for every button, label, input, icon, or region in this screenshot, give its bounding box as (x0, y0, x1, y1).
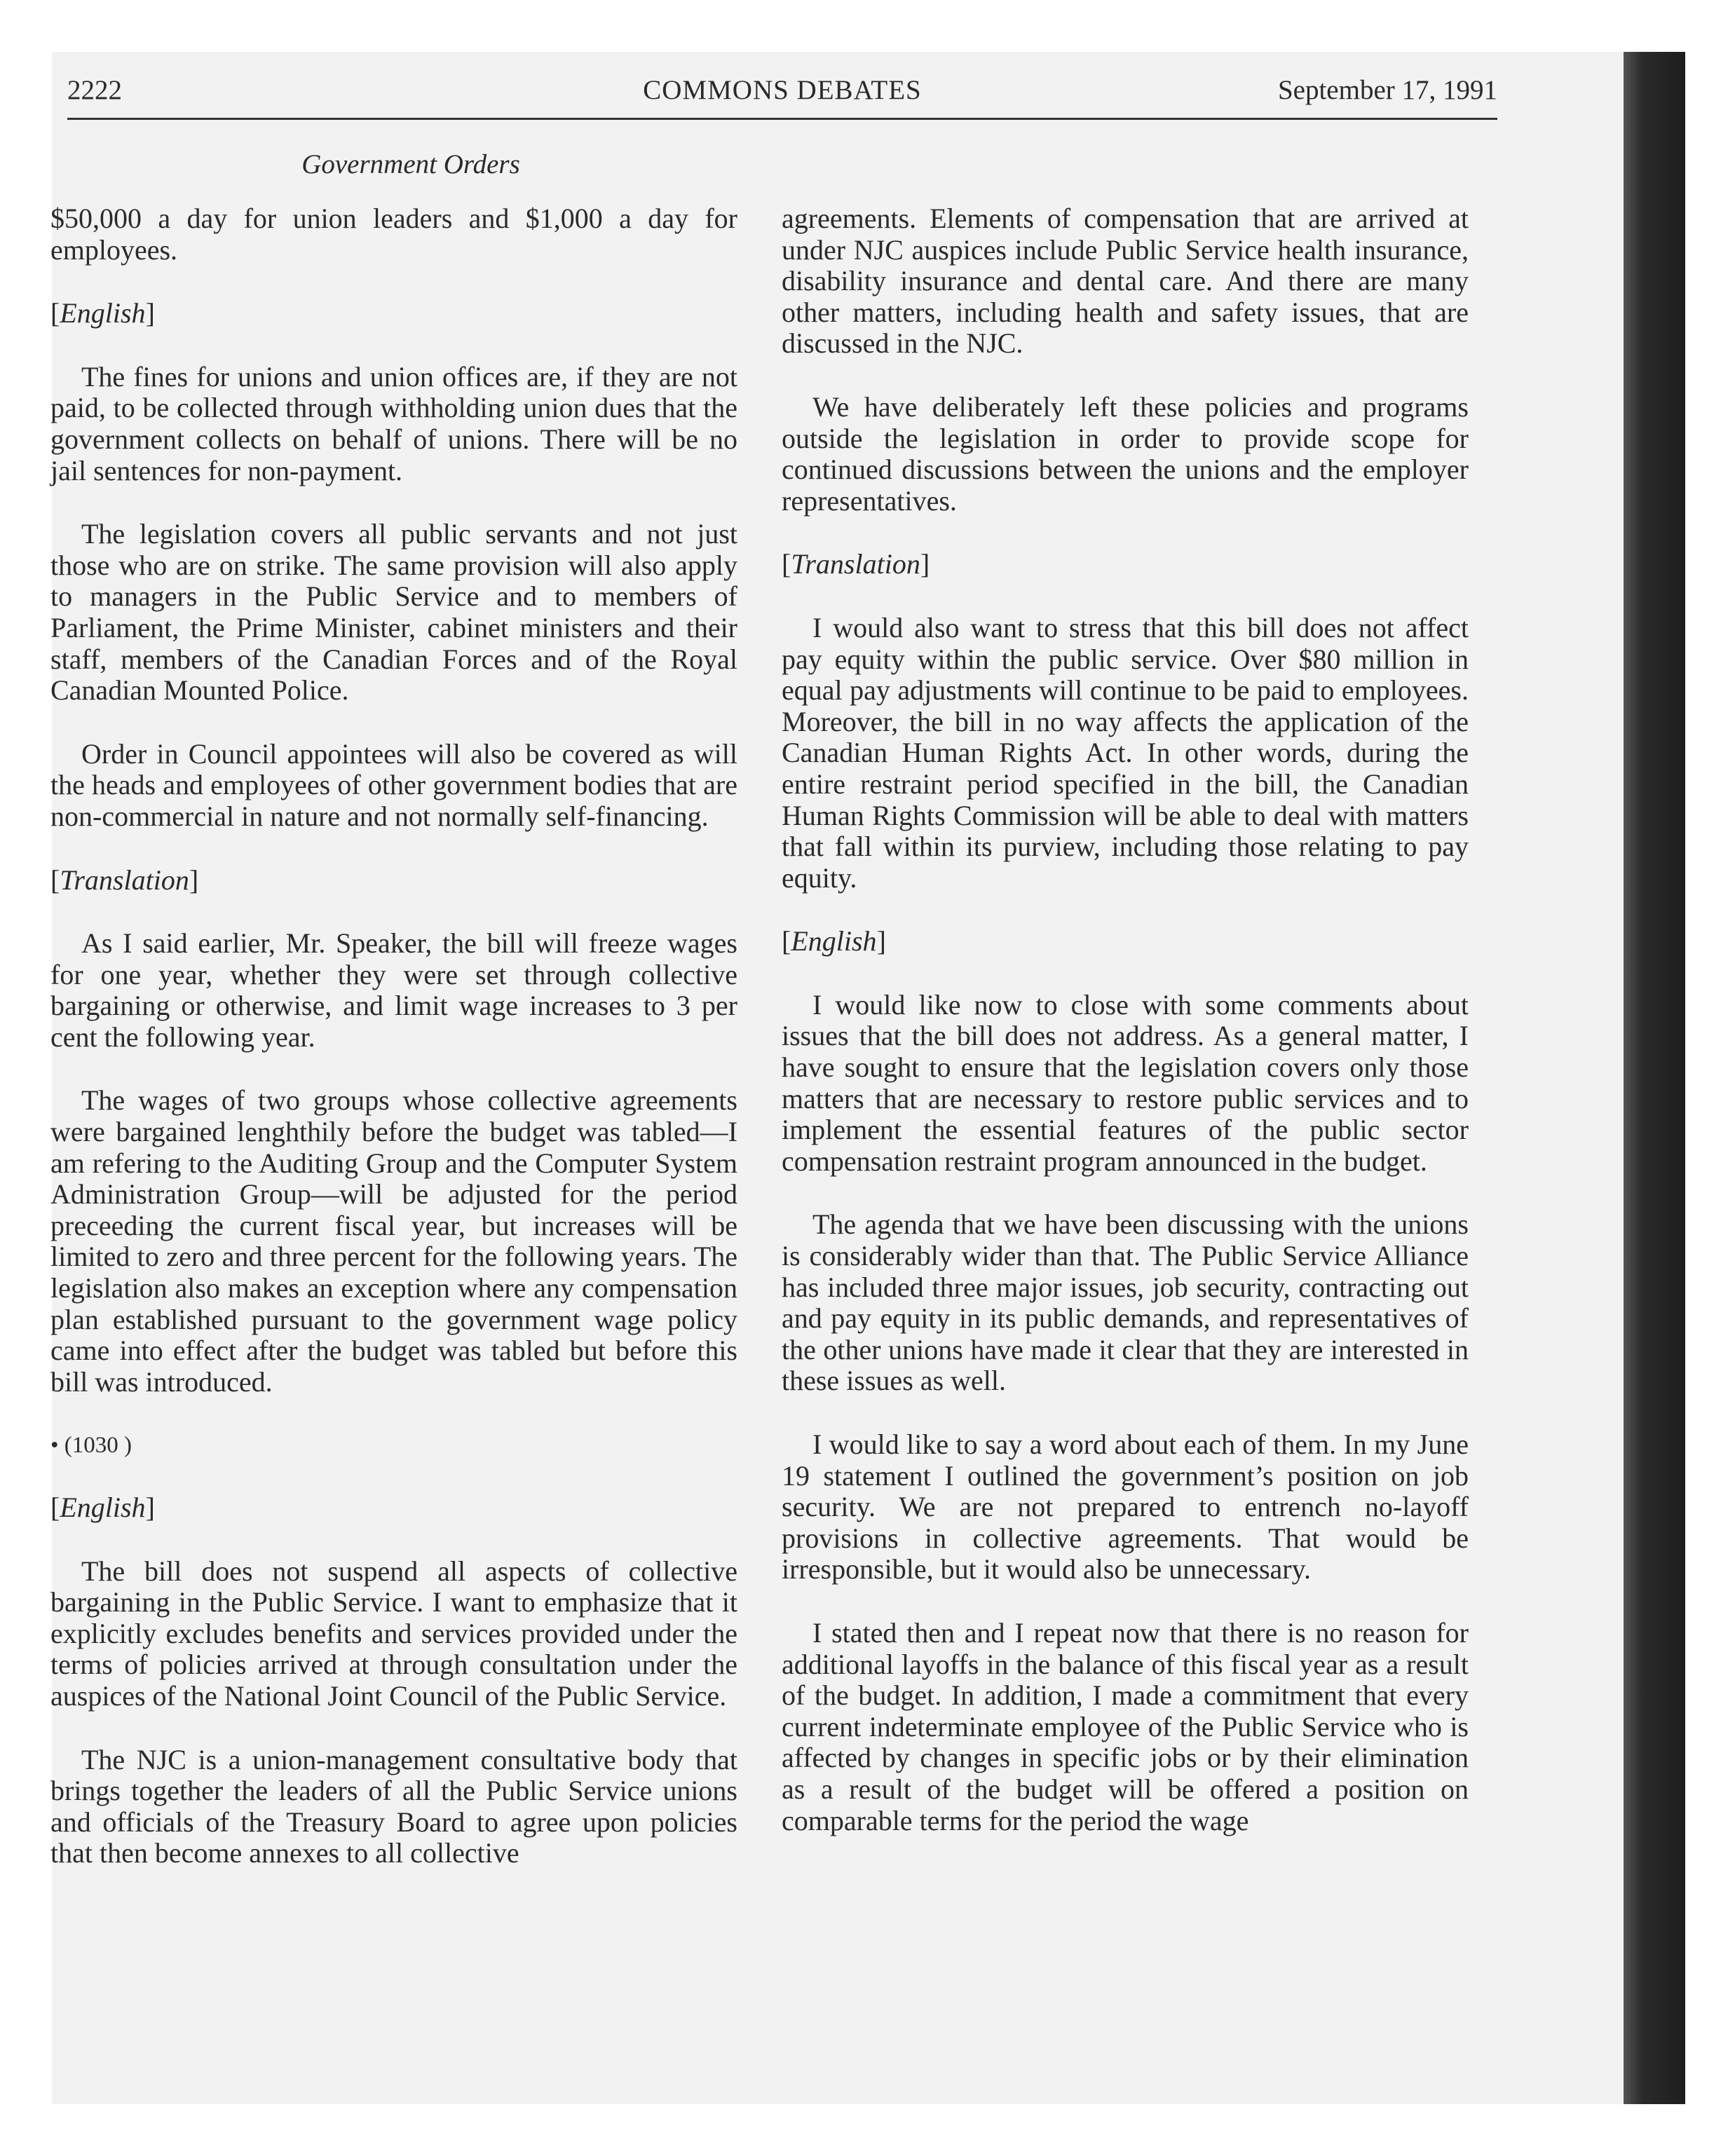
scan-edge-shadow (1624, 52, 1685, 2104)
language-marker: [English] (782, 925, 886, 957)
paragraph: agreements. Elements of compensation that are arrived at under NJC auspices include Public Service health insurance, disability insurance and dental care. And there are many other matters, including health and safety issues, that are discussed in the NJC. (782, 203, 1469, 360)
publication-title: COMMONS DEBATES (643, 75, 922, 105)
paragraph: As I said earlier, Mr. Speaker, the bill will freeze wages for one year, whether they were set through collective bargaining or otherwise, and limit wage increases to 3 per cent the following year. (50, 927, 737, 1053)
paragraph: We have deliberately left these policies and programs outside the legislation in order to provide scope for continued discussions between the unions and the employer representatives. (782, 390, 1469, 517)
language-marker: [English] (50, 297, 155, 329)
language-marker-text: English (60, 1492, 146, 1523)
language-marker: [English] (50, 1492, 155, 1523)
header-date: September 17, 1991 (1277, 75, 1497, 105)
paragraph: Order in Council appointees will also be covered as will the heads and employees of other government bodies that are non-commercial in nature and not normally self-financing. (50, 737, 737, 832)
paragraph: The legislation covers all public servants and not just those who are on strike. The same provision will also apply to managers in the Public Service and to members of Parliament, the Prime Minister, cabinet ministers and their staff, members of the Canadian Forces and of the Royal Canadian Mounted Police. (50, 518, 737, 707)
paragraph: The bill does not suspend all aspects of collective bargaining in the Public Service. I want to emphasize that it explicitly excludes benefits and services provided under the terms of policies arrived at through consultation under the auspices of the National Joint Council of the Public Service. (50, 1555, 737, 1712)
header-rule (67, 118, 1497, 120)
time-marker: • (1030 ) (50, 1433, 132, 1459)
page-number: 2222 (67, 75, 122, 105)
language-marker: [Translation] (782, 548, 930, 580)
paragraph: The wages of two groups whose collective agreements were bargained lenghthily before the budget was tabled—I am refering to the Auditing Group and the Computer System Administration Group—will be adjusted for the period preceeding the current fiscal year, but increases will be limited to zero and three percent for the following years. The legislation also makes an exception where any compensation plan established pursuant to the government wage policy came into effect after the budget was tabled but before this bill was introduced. (50, 1084, 737, 1398)
language-marker-text: English (60, 297, 146, 329)
paragraph: I stated then and I repeat now that there is no reason for additional layoffs in the balance of this fiscal year as a result of the budget. In addition, I made a commitment that every current indeterminate employee of the Public Service who is affected by changes in specific jobs or by their elimination as a result of the budget will be offered a position on comparable terms for the period the wage (782, 1616, 1469, 1836)
paragraph: I would like to say a word about each of them. In my June 19 statement I outlined the government’s position on job security. We are not prepared to entrench no-layoff provisions in collective agreements. That would be irresponsible, but it would also be unnecessary. (782, 1428, 1469, 1585)
section-label: Government Orders (301, 149, 520, 179)
left-column (50, 203, 737, 1902)
paragraph: The NJC is a union-management consultative body that brings together the leaders of all the Public Service unions and officials of the Treasury Board to agree upon policies that then become annexes to all collective (50, 1743, 737, 1869)
right-column (782, 203, 1469, 1869)
paragraph: The fines for unions and union offices are, if they are not paid, to be collected through withholding union dues that the government collects on behalf of unions. There will be no jail sentences for non-payment. (50, 360, 737, 486)
language-marker: [Translation] (50, 864, 199, 896)
paragraph: The agenda that we have been discussing with the unions is considerably wider than that. The Public Service Alliance has included three major issues, job security, contracting out and pay equity in its public demands, and representatives of the other unions have made it clear that they are interested in these issues as well. (782, 1208, 1469, 1397)
language-marker-text: Translation (60, 864, 189, 896)
language-marker-text: Translation (791, 548, 920, 580)
language-marker-text: English (791, 925, 877, 957)
running-header (67, 74, 1497, 116)
paragraph: $50,000 a day for union leaders and $1,000 a day for employees. (50, 203, 737, 266)
paragraph: I would also want to stress that this bill does not affect pay equity within the public service. Over $80 million in equal pay adjustments will continue to be paid to employees. Moreover, the bill in no way affects the application of the Canadian Human Rights Act. In other words, during the entire restraint period specified in the bill, the Canadian Human Rights Commission will be able to deal with matters that fall within its purview, including those relating to pay equity. (782, 611, 1469, 894)
paragraph: I would like now to close with some comments about issues that the bill does not address. As a general matter, I have sought to ensure that the legislation covers only those matters that are necessary to restore public services and to implement the essential features of the public sector compensation restraint program announced in the budget. (782, 988, 1469, 1177)
